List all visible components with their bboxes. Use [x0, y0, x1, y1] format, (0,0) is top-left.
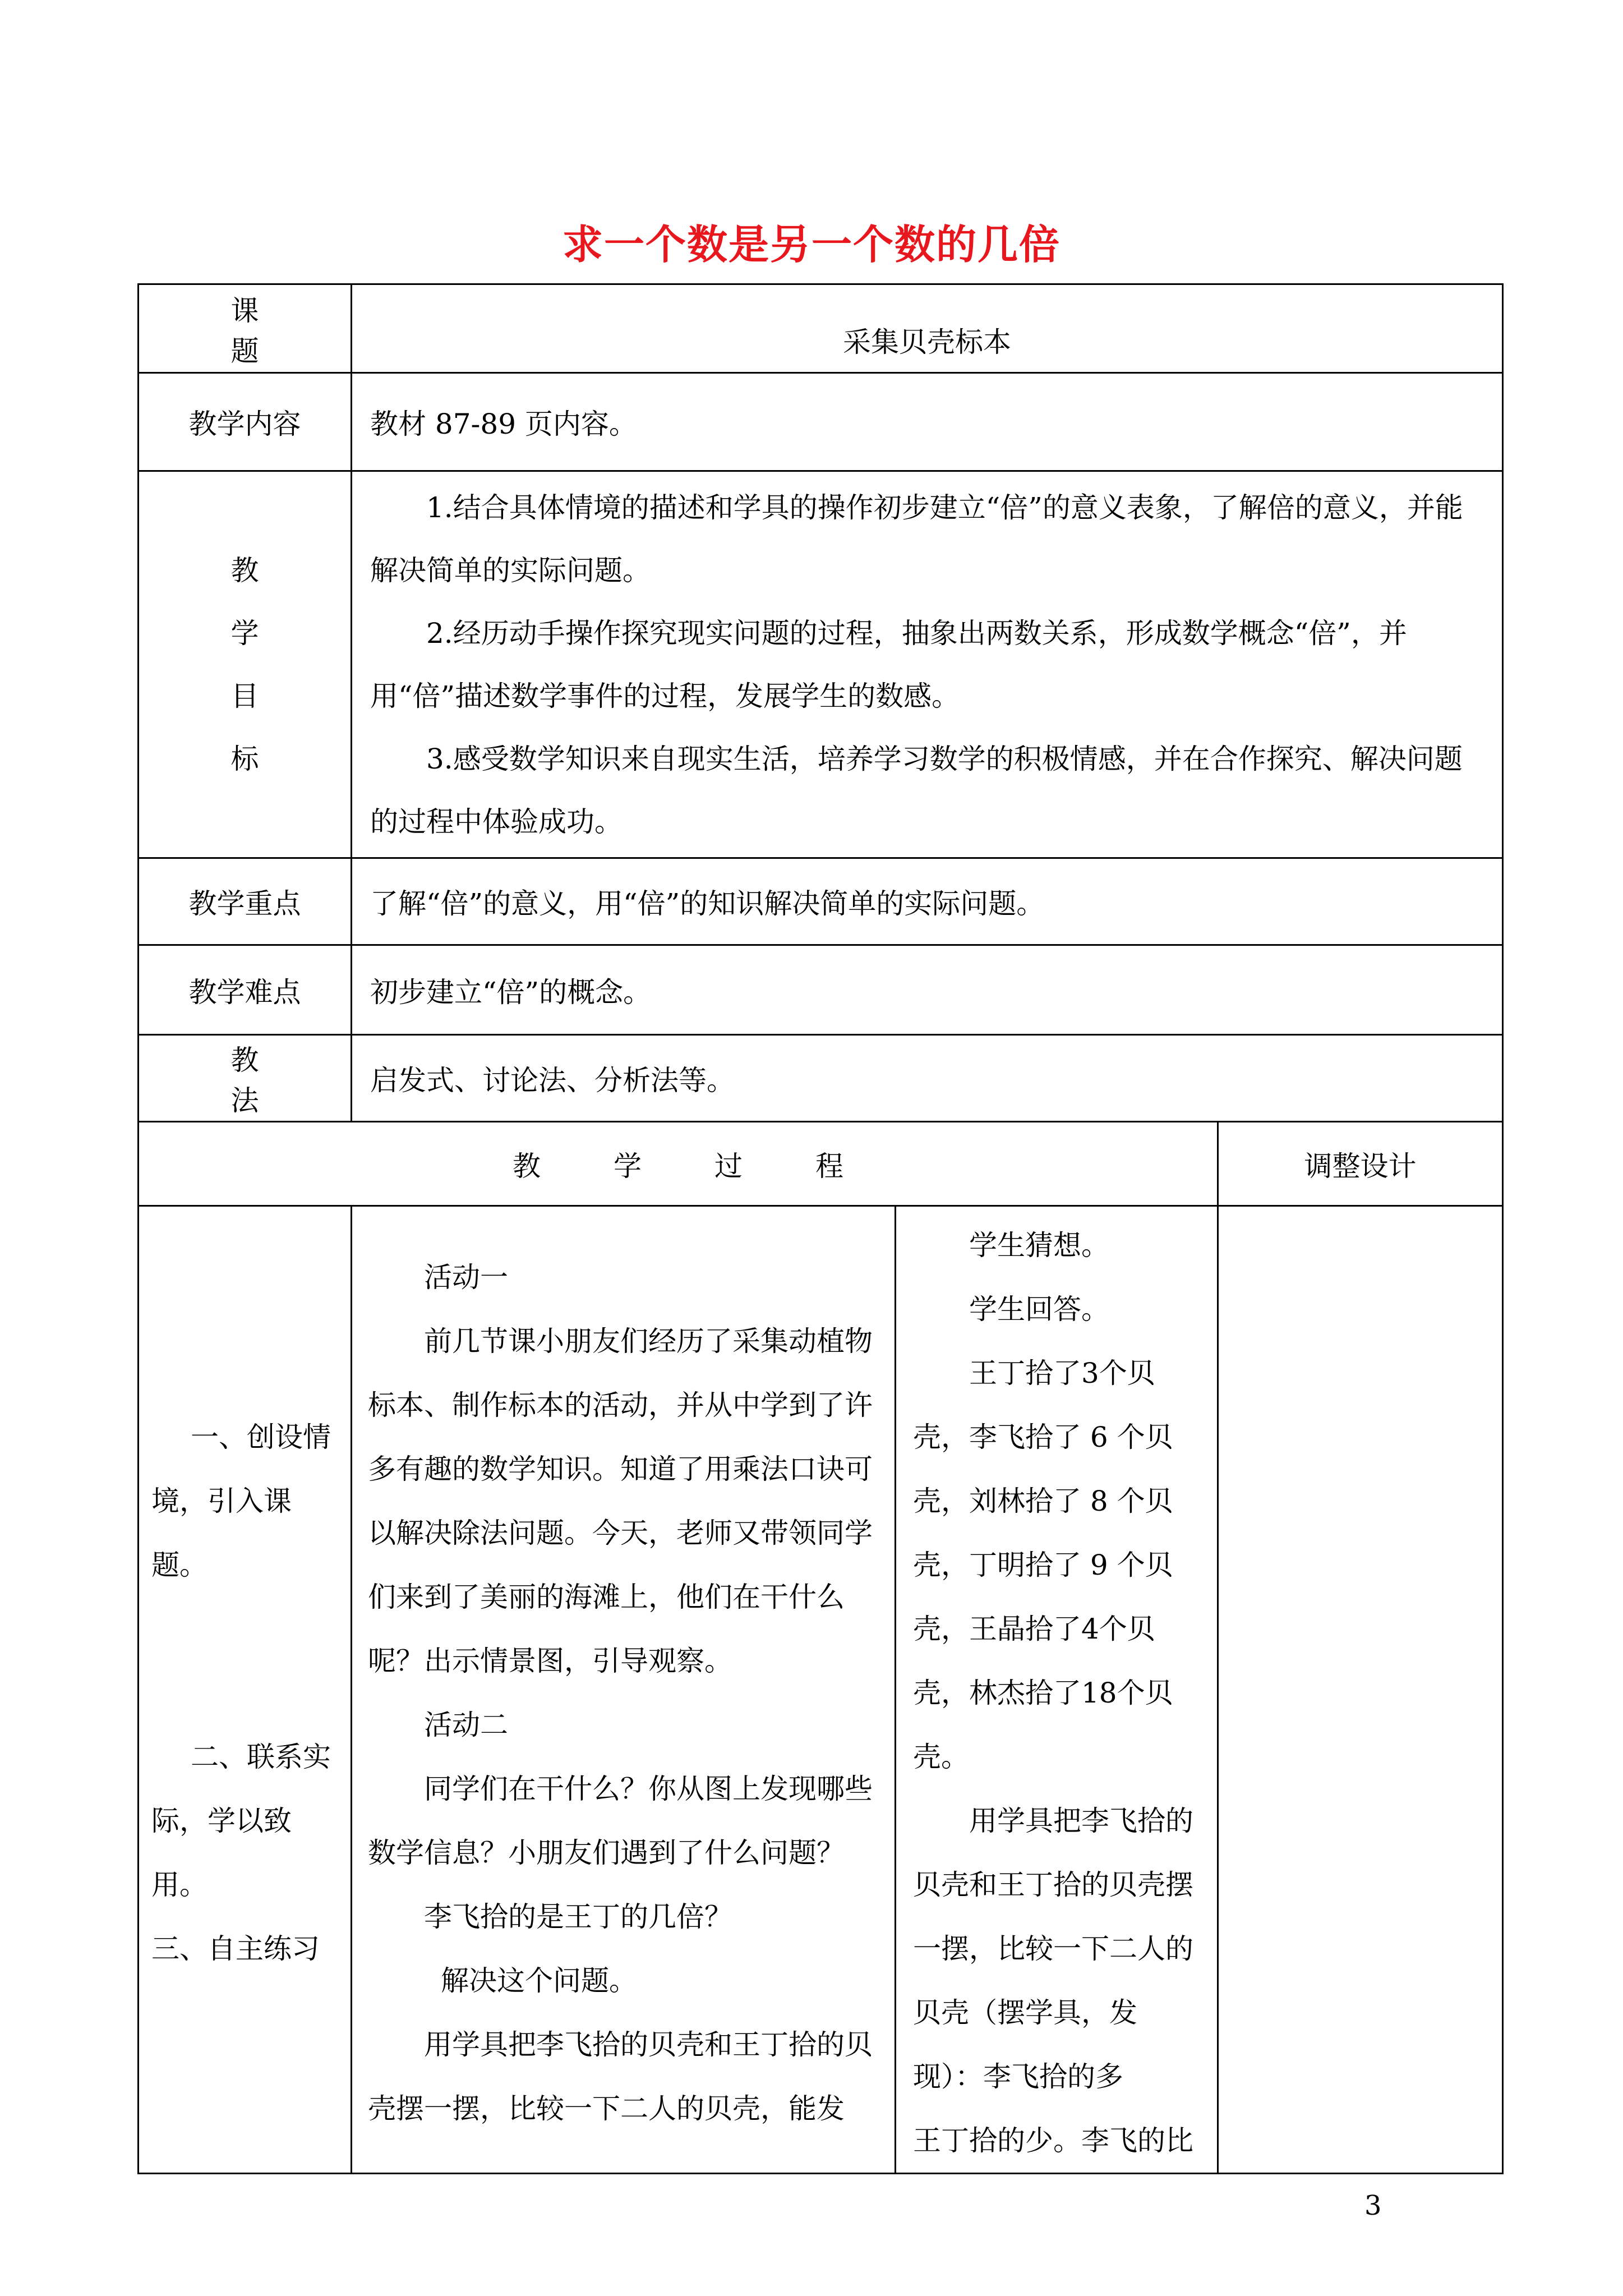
student-paragraph: 用学具把李飞拾的贝壳和王丁拾的贝壳摆一摆，比较一下二人的贝壳（摆学具，发现）：李飞拾的多: [913, 1805, 1193, 2093]
page-number: 3: [1364, 2190, 1382, 2221]
content-label: 教学内容: [139, 373, 352, 471]
objectives-label-char: 标: [230, 742, 259, 775]
objective-item: 1.结合具体情境的描述和学具的操作初步建立“倍”的意义表象，了解倍的意义，并能解决简单的实际问题。: [370, 491, 1463, 587]
content-row: [139, 373, 1503, 471]
lesson-plan-table: [137, 283, 1504, 2174]
objective-item: 3.感受数学知识来自现实生活，培养学习数学的积极情感，并在合作探究、解决问题的过程中体验成功。: [370, 742, 1463, 838]
content-value: 教材 87-89 页内容。: [352, 373, 1503, 471]
adjust-design-header: 调整设计: [1218, 1122, 1503, 1206]
process-header: 教学过程: [139, 1122, 1218, 1206]
activity-paragraph: 活动一: [424, 1261, 508, 1294]
teacher-activity-column: [352, 1206, 896, 2174]
objectives-content: [352, 471, 1503, 858]
activity-paragraph: 解决这个问题。: [441, 1964, 637, 1997]
objectives-label-char: 学: [230, 616, 259, 650]
method-value: 启发式、讨论法、分析法等。: [352, 1035, 1503, 1122]
process-header-row: [139, 1122, 1503, 1206]
topic-row: [139, 284, 1503, 373]
adjust-design-column: [1218, 1206, 1503, 2174]
student-paragraph: 学生回答。: [969, 1293, 1109, 1326]
method-row: [139, 1035, 1503, 1122]
key-point-row: [139, 858, 1503, 945]
stage-item: 三、自主练习: [151, 1932, 320, 1965]
difficulty-value: 初步建立“倍”的概念。: [352, 945, 1503, 1035]
objective-item: 2.经历动手操作探究现实问题的过程，抽象出两数关系，形成数学概念“倍”，并用“倍”描述数学事件的过程，发展学生的数感。: [370, 616, 1407, 712]
method-label: 教 法: [139, 1035, 352, 1122]
activity-paragraph: 活动二: [424, 1709, 508, 1741]
stage-item: 一、创设情境，引入课题。: [151, 1421, 331, 1581]
activity-paragraph: 李飞拾的是王丁的几倍？: [424, 1901, 732, 1933]
student-paragraph: 学生猜想。: [969, 1229, 1109, 1262]
stage-item: 二、联系实际，学以致用。: [151, 1741, 331, 1901]
process-content-row: [139, 1206, 1503, 2174]
topic-value: 采集贝壳标本: [352, 284, 1503, 373]
difficulty-label: 教学难点: [139, 945, 352, 1035]
activity-paragraph: 前几节课小朋友们经历了采集动植物标本、制作标本的活动，并从中学到了许多有趣的数学知识。知道了用乘法口诀可以解决除法问题。今天，老师又带领同学们来到了美丽的海滩上，他们在干什么呢？出示情景图，引导观察。: [368, 1325, 873, 1677]
objectives-label-char: 目: [230, 679, 259, 712]
difficulty-row: [139, 945, 1503, 1035]
objectives-label: [139, 471, 352, 858]
key-point-value: 了解“倍”的意义，用“倍”的知识解决简单的实际问题。: [352, 858, 1503, 945]
activity-paragraph: 用学具把李飞拾的贝壳和王丁拾的贝壳摆一摆，比较一下二人的贝壳，能发: [368, 2028, 873, 2125]
topic-label: 课 题: [139, 284, 352, 373]
objectives-row: [139, 471, 1503, 858]
activity-paragraph: 同学们在干什么？你从图上发现哪些数学信息？小朋友们遇到了什么问题？: [368, 1773, 873, 1869]
student-paragraph: 王丁拾了3个贝壳，李飞拾了 6 个贝壳，刘林拾了 8 个贝壳，丁明拾了 9 个贝壳，王晶拾了4个贝壳，林杰拾了18个贝壳。: [913, 1357, 1173, 1773]
objectives-label-char: 教: [230, 554, 259, 587]
page-title: 求一个数是另一个数的几倍: [562, 221, 1061, 268]
key-point-label: 教学重点: [139, 858, 352, 945]
student-activity-column: [896, 1206, 1218, 2174]
process-stages-column: [139, 1206, 352, 2174]
student-paragraph: 王丁拾的少。李飞的比: [913, 2124, 1193, 2157]
